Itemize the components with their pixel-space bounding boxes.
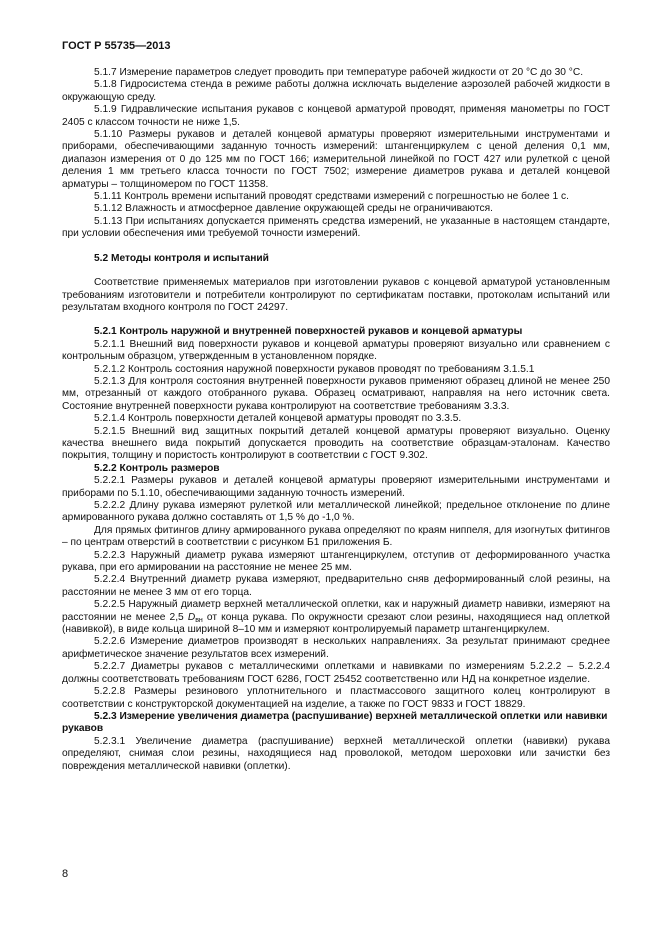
paragraph: 5.2.2.8 Размеры резинового уплотнительного и пластмассового защитного колец контролируют в соответствии с конструкторской документацией на изделие, а также по ГОСТ 9833 и ГОСТ 18829.: [62, 686, 610, 710]
paragraph: 5.2.1.2 Контроль состояния наружной поверхности рукавов проводят по требованиям 3.1.5.1: [94, 363, 535, 375]
paragraph: 5.2.2.7 Диаметры рукавов с металлическими оплетками и навивками по измерениям 5.2.2.2 – 5.2.2.4 должны соответствовать требованиям ГОСТ 6286, ГОСТ 25452 соответственно или НД на конкретное изделие.: [62, 661, 610, 685]
subsection-heading: 5.2.1 Контроль наружной и внутренней поверхностей рукавов и концевой арматуры: [94, 326, 523, 338]
page-content: [62, 67, 610, 773]
paragraph: 5.2.1.4 Контроль поверхности деталей концевой арматуры проводят по 3.3.5.: [94, 413, 462, 425]
paragraph: 5.1.12 Влажность и атмосферное давление окружающей среды не ограничиваются.: [94, 203, 493, 215]
paragraph: 5.1.10 Размеры рукавов и деталей концевой арматуры проверяют измерительными инструментами и приборами, обеспечивающими заданную точность измерений: штангенциркулем с ценой деления 0,1 мм, диапазон измерения от 0 до 125 мм по ГОСТ 166; измерительной линейкой по ГОСТ 427 или рулеткой с ценой деления 1 мм третьего класса точности по ГОСТ 7502; измерение диаметров рукава и деталей концевой арматуры – толщиномером по ГОСТ 11358.: [62, 129, 610, 190]
paragraph: 5.1.9 Гидравлические испытания рукавов с концевой арматурой проводят, применяя манометры по ГОСТ 2405 с классом точности не ниже 1,5.: [62, 104, 610, 128]
formula-subscript: вн: [195, 616, 203, 624]
paragraph: 5.1.13 При испытаниях допускается применять средства измерений, не указанные в настоящем стандарте, при условии обеспечения ими требуемой точности измерений.: [62, 215, 610, 240]
paragraph: 5.1.8 Гидросистема стенда в режиме работы должна исключать выделение аэрозолей рабочей жидкости в окружающую среду.: [62, 79, 610, 103]
paragraph: 5.2.1.3 Для контроля состояния внутренней поверхности рукавов применяют образец длиной не менее 250 мм, отрезанный от каждого отобранного рукава. Образец осматривают, направляя на него источник света. Состояние внутренней поверхности рукава контролируют на соответствие требованиям 3.3.3.: [62, 375, 610, 412]
paragraph-text: от конца рукава. По окружности срезают слои резины, находящиеся над оплеткой (навивкой), в виде кольца шириной 8–10 мм и измеряют контролируемый параметр штангенциркулем.: [62, 611, 610, 636]
section-heading: 5.2 Методы контроля и испытаний: [94, 252, 269, 264]
paragraph: 5.2.1.5 Внешний вид защитных покрытий деталей концевой арматуры проверяют визуально. Оценку качества внешнего вида покрытий допускается проводить на соответствие образцам-эталонам. Качество покрытия, толщину и пористость контролируют в соответствии с ГОСТ 9.302.: [62, 425, 610, 462]
paragraph: Соответствие применяемых материалов при изготовлении рукавов с концевой арматурой установленным требованиям изготовители и потребители контролируют по сертификатам поставки, протоколам испытаний или результатам входного контроля по ГОСТ 24297.: [62, 277, 610, 313]
paragraph: 5.2.2.2 Длину рукава измеряют рулеткой или металлической линейкой; предельное отклонение по длине армированного рукава должно составлять от 1,5 % до -1,0 %.: [62, 500, 610, 524]
paragraph: 5.2.2.3 Наружный диаметр рукава измеряют штангенциркулем, отступив от деформированного участка рукава, при его армировании на расстояние не менее 25 мм.: [62, 549, 610, 574]
subsection-heading: 5.2.2 Контроль размеров: [94, 462, 220, 474]
paragraph-text: 5.2.2.5 Наружный диаметр верхней металлической оплетки, как и наружный диаметр навивки, измеряют на расстоянии не менее 2,5: [62, 599, 610, 623]
paragraph: 5.2.2.6 Измерение диаметров производят в нескольких направлениях. За результат принимают среднее арифметическое значение результатов всех измерений.: [62, 636, 610, 660]
paragraph: [62, 599, 610, 636]
paragraph: 5.1.7 Измерение параметров следует проводить при температуре рабочей жидкости от 20 °С до 30 °С.: [94, 67, 584, 78]
paragraph: 5.2.1.1 Внешний вид поверхности рукавов и концевой арматуры проверяют визуально или сравнением с контрольным образцом, утвержденным в установленном порядке.: [62, 338, 610, 363]
paragraph: 5.1.11 Контроль времени испытаний проводят средствами измерений с погрешностью не более 1 с.: [94, 191, 569, 203]
formula-symbol: D: [187, 611, 196, 623]
subsection-heading: 5.2.3 Измерение увеличения диаметра (распушивание) верхней металлической оплетки или навивки рукавов: [62, 710, 608, 735]
page-number: 8: [62, 868, 69, 880]
paragraph: 5.2.2.1 Размеры рукавов и деталей концевой арматуры проверяют измерительными инструментами и приборами по 5.1.10, обеспечивающими заданную точность измерений.: [62, 475, 610, 499]
page-header: ГОСТ Р 55735—2013: [62, 40, 171, 52]
paragraph: 5.2.2.4 Внутренний диаметр рукава измеряют, предварительно сняв деформированный слой резины, на расстоянии не менее 3 мм от его торца.: [62, 574, 610, 598]
paragraph: 5.2.3.1 Увеличение диаметра (распушивание) верхней металлической оплетки (навивки) рукава определяют, снимая слои резины, находящиеся над проволокой, методом шероховки или зачистки без повреждения металлической навивки (оплетки).: [62, 735, 610, 772]
paragraph: Для прямых фитингов длину армированного рукава определяют по краям ниппеля, для изогнутых фитингов – по центрам отверстий в соответствии с рисунком Б1 приложения Б.: [62, 524, 610, 549]
